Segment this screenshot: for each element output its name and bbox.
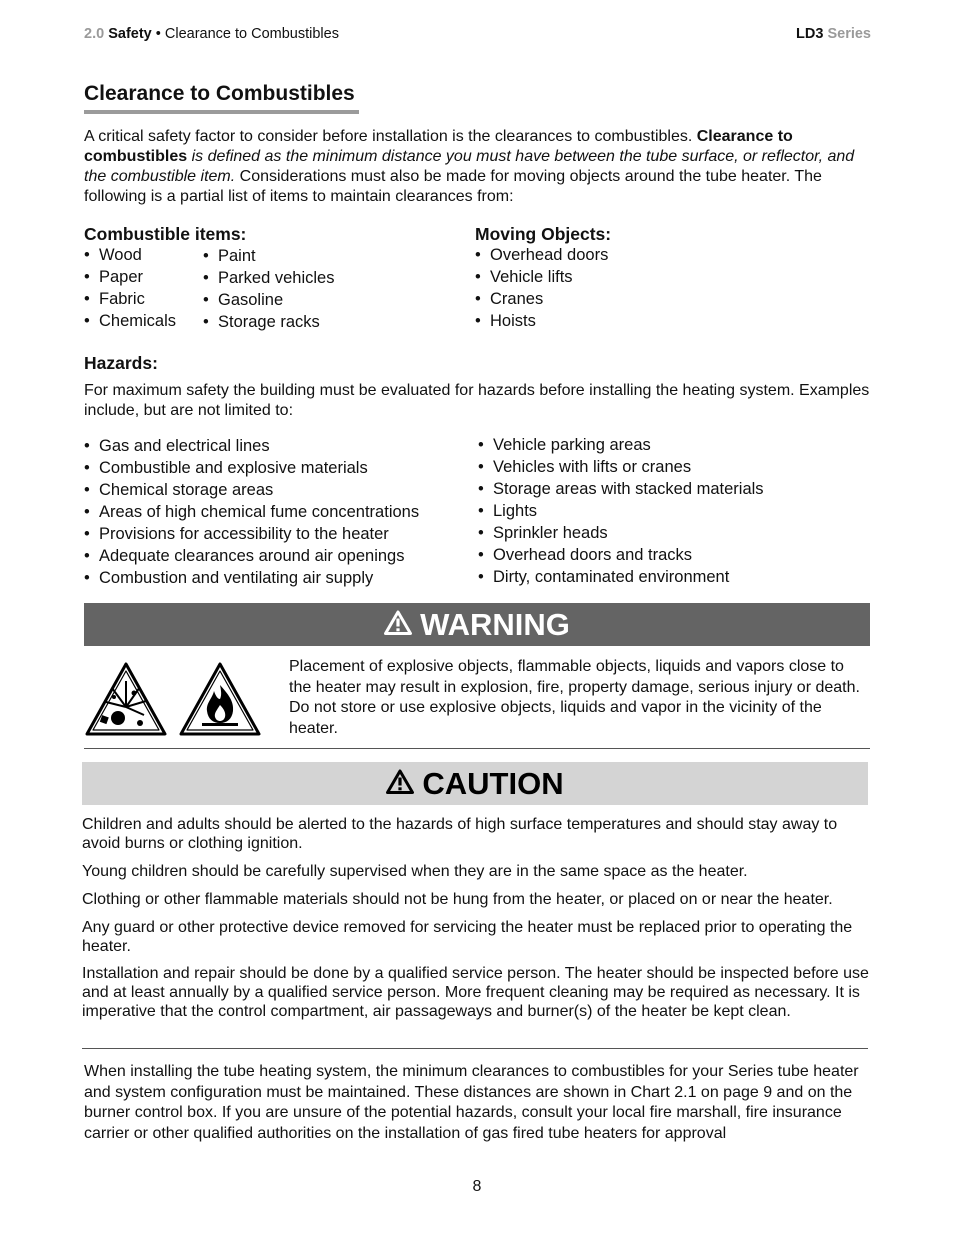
list-item: • Gasoline (203, 289, 334, 311)
list-item: • Cranes (475, 288, 608, 310)
list-item: • Gas and electrical lines (84, 435, 419, 457)
closing-paragraph: When installing the tube heating system, the minimum clearances to combustibles for your Series tube heater and system configuration must be maintained. These distances are shown in Chart 2.1 on page 9 and on the burner control box. If you are unsure of the potential hazards, consult your local fire marshall, fire insurance carrier or other qualified authorities on the installation of gas fired tube heaters for approval (84, 1063, 859, 1142)
combustible-items-list-2 (203, 245, 334, 333)
list-item: • Hoists (475, 310, 608, 332)
list-item: • Combustion and ventilating air supply (84, 567, 419, 589)
warning-text: Placement of explosive objects, flammable objects, liquids and vapors close to the heater may result in explosion, fire, property damage, serious injury or death. Do not store or use explosive objects, liquids and vapor in the vicinity of the heater. (289, 658, 860, 737)
list-item: • Paper (84, 266, 176, 288)
section-topic: Clearance to Combustibles (164, 26, 339, 42)
caution-label: CAUTION (422, 765, 564, 801)
warning-triangle-icon (384, 607, 412, 643)
running-header-left (84, 25, 339, 43)
list-item: • Paint (203, 245, 334, 267)
caution-triangle-icon (386, 766, 414, 802)
hazards-list-1 (84, 435, 419, 589)
section-number: 2.0 (84, 26, 105, 42)
caution-paragraph-4: Any guard or other protective device removed for servicing the heater must be replaced prior to operating the heater. (82, 919, 853, 955)
list-item: • Lights (478, 500, 764, 522)
list-item: • Adequate clearances around air openings (84, 545, 419, 567)
caution-banner (82, 762, 868, 805)
list-item: • Dirty, contaminated environment (478, 566, 764, 588)
section-name: Safety (108, 26, 152, 42)
hazards-intro: For maximum safety the building must be evaluated for hazards before installing the heating system. Examples include, but are not limited to: (84, 382, 870, 419)
list-item: • Storage racks (203, 311, 334, 333)
series-model: LD3 (796, 26, 824, 42)
list-item: • Provisions for accessibility to the heater (84, 523, 419, 545)
list-item: • Overhead doors (475, 244, 608, 266)
intro-part2: Considerations must also be made for moving objects around the tube heater. The following is a partial list of items to maintain clearances from: (84, 168, 822, 205)
combustible-items-list-1 (84, 244, 176, 332)
warning-divider (84, 748, 870, 749)
moving-objects-list (475, 244, 608, 332)
intro-paragraph (84, 127, 874, 207)
caution-divider (82, 1048, 868, 1049)
list-item: • Wood (84, 244, 176, 266)
list-item: • Fabric (84, 288, 176, 310)
warning-banner (84, 603, 870, 646)
list-item: • Chemicals (84, 310, 176, 332)
list-item: • Combustible and explosive materials (84, 457, 419, 479)
header-separator: • (151, 26, 165, 42)
running-header-right (796, 25, 871, 43)
series-word: Series (827, 26, 871, 42)
intro-part1: A critical safety factor to consider before installation is the clearances to combustibles. (84, 128, 697, 145)
caution-paragraph-3: Clothing or other flammable materials should not be hung from the heater, or placed on or near the heater. (82, 891, 833, 908)
combustible-items-heading: Combustible items: (84, 224, 247, 244)
caution-paragraph-5: Installation and repair should be done by a qualified service person. The heater should be inspected before use and at least annually by a qualified service person. More frequent cleaning may be required as necessary. It is imperative that the control compartment, air passageways and burner(s) of the heater be kept clean. (82, 965, 869, 1020)
explosive-hazard-icon (84, 661, 168, 742)
page-title: Clearance to Combustibles (84, 82, 355, 105)
list-item: • Sprinkler heads (478, 522, 764, 544)
title-underline (84, 110, 359, 114)
intro-bold-term: Clearance to combustibles (84, 128, 793, 165)
page-number: 8 (472, 1178, 482, 1195)
list-item: • Parked vehicles (203, 267, 334, 289)
list-item: • Storage areas with stacked materials (478, 478, 764, 500)
list-item: • Vehicle lifts (475, 266, 608, 288)
list-item: • Areas of high chemical fume concentrations (84, 501, 419, 523)
list-item: • Vehicle parking areas (478, 434, 764, 456)
caution-paragraph-2: Young children should be carefully supervised when they are in the same space as the heater. (82, 863, 748, 880)
intro-definition: is defined as the minimum distance you must have between the tube surface, or reflector, and the combustible item. (84, 148, 855, 185)
list-item: • Overhead doors and tracks (478, 544, 764, 566)
flammable-hazard-icon (178, 661, 262, 742)
list-item: • Chemical storage areas (84, 479, 419, 501)
hazards-heading: Hazards: (84, 353, 158, 373)
caution-paragraph-1: Children and adults should be alerted to the hazards of high surface temperatures and should stay away to avoid burns or clothing ignition. (82, 816, 838, 852)
list-item: • Vehicles with lifts or cranes (478, 456, 764, 478)
hazards-list-2 (478, 434, 764, 588)
warning-label: WARNING (420, 606, 570, 642)
moving-objects-heading: Moving Objects: (475, 224, 612, 244)
